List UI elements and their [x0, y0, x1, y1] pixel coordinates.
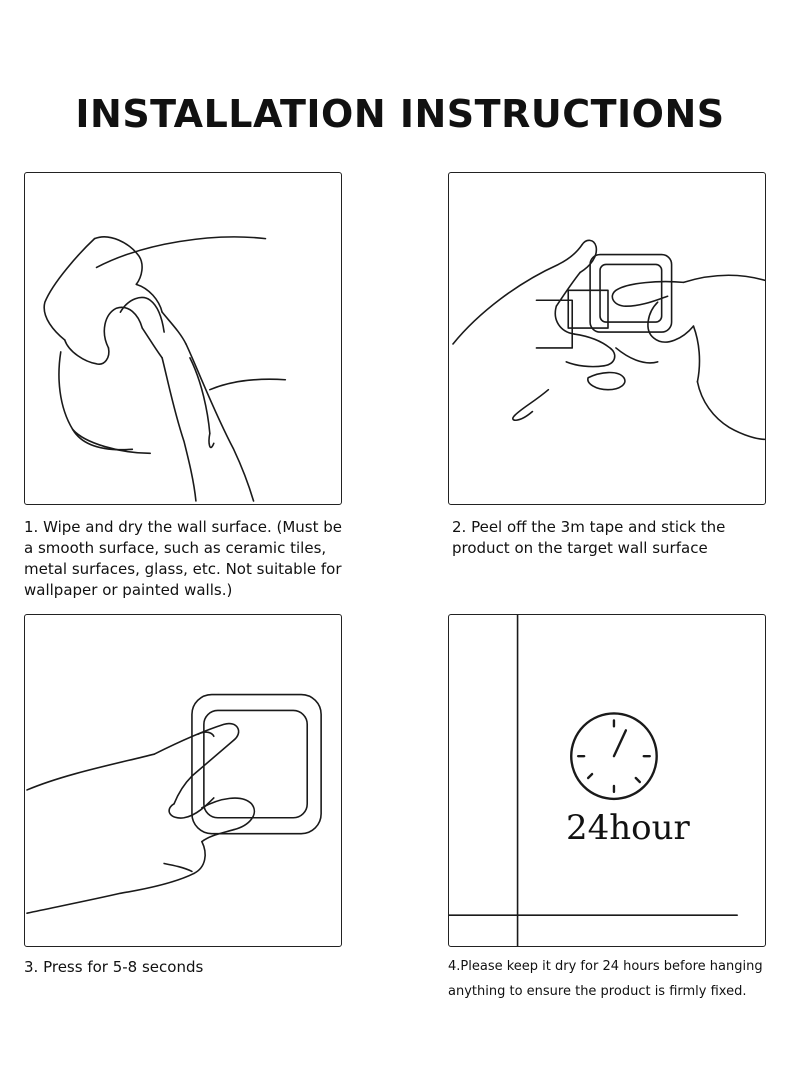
caption-line: anything to ensure the product is firmly fixed. [448, 984, 747, 999]
step-2-panel [448, 172, 766, 505]
hand-wiping-wall-with-cloth-illustration [25, 173, 341, 504]
step-1-panel [24, 172, 342, 505]
step-2-caption [452, 517, 725, 559]
caption-line: 4.Please keep it dry for 24 hours before hanging [448, 959, 763, 974]
page-title: INSTALLATION INSTRUCTIONS [75, 92, 725, 136]
step-3-caption [24, 957, 203, 978]
step-3-panel [24, 614, 342, 947]
clock-icon [449, 615, 765, 946]
step-1-caption [24, 517, 342, 601]
hands-peeling-tape-illustration [449, 173, 765, 504]
caption-line: 1. Wipe and dry the wall surface. (Must be [24, 518, 343, 536]
finger-pressing-square-pad-illustration [25, 615, 341, 946]
caption-line: 2. Peel off the 3m tape and stick the [452, 518, 726, 536]
caption-line: a smooth surface, such as ceramic tiles, [24, 539, 327, 557]
caption-line: 3. Press for 5-8 seconds [24, 958, 204, 976]
step-4-caption [448, 954, 763, 1004]
caption-line: wallpaper or painted walls.) [24, 581, 233, 599]
timer-label: 24hour [566, 808, 690, 848]
step-4-panel [448, 614, 766, 947]
caption-line: product on the target wall surface [452, 539, 708, 557]
caption-line: metal surfaces, glass, etc. Not suitable for [24, 560, 342, 578]
